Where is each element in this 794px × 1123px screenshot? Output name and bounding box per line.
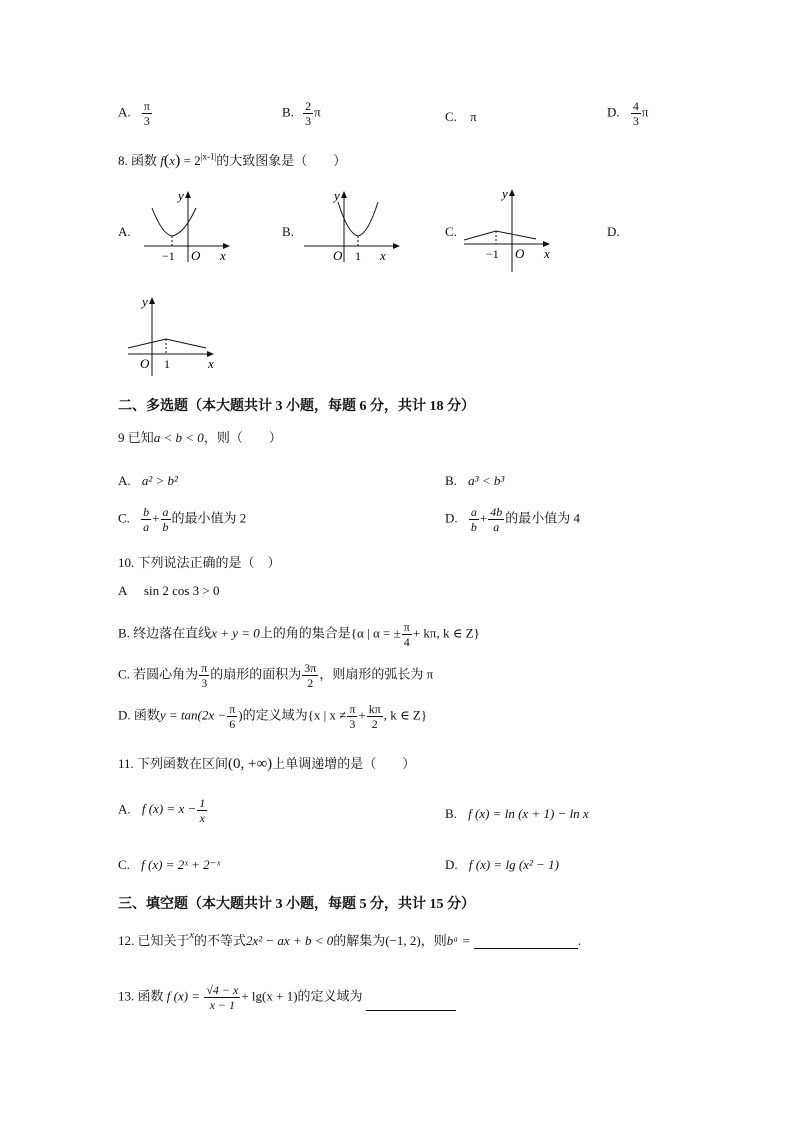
q8-label-d: D. [607,224,620,239]
q8-label-a: A. [118,224,131,239]
q8-graph-d [124,292,224,378]
q8-graph-c [460,184,560,274]
q9-option-d: D. $\frac{a}{b}$ + $\frac{4b}{a}$ 的最小值为 4 [445,505,580,534]
origin-label: O [140,356,150,371]
q11-option-b: B. f (x) = ln (x + 1) − ln x [445,806,589,821]
q10-option-b: B. 终边落在直线x + y = 0上的角的集合是{α | α = ± $\frac{\pi}{4}$ + kπ, k ∈ Z} [118,620,480,649]
q8-graph-b [300,186,410,266]
q9-option-c: C. $\frac{b}{a}$ + $\frac{a}{b}$ 的最小值为 2 [118,505,247,534]
q7-option-a: A. $\frac{\pi}{3}$ [118,99,150,128]
q8-label-b: B. [282,224,294,239]
origin-label: O [191,248,201,263]
q10-option-c: C. 若圆心角为 $\frac{\pi}{3}$ 的扇形的面积为 $\frac{3\pi}{2}$ ，则扇形的弧长为 π [118,661,434,690]
q12-stem: 12. 已知关于$^x$的不等式2x² − ax + b < 0的解集为(−1, 2)，则bᵃ = . [118,930,581,948]
q8-graph-a [140,186,240,266]
q11-option-a: A. f (x) = x − $\frac{1}{x}$ [118,796,206,825]
q9-stem: 9 已知a < b < 0，则（ ） [118,430,282,445]
tick-label: 1 [355,249,361,263]
q11-stem: 11. 下列函数在区间(0, +∞)上单调递增的是（ ） [118,756,416,772]
q10-stem: 10. 下列说法正确的是（ ） [118,555,281,570]
axis-y-label: y [142,294,148,309]
q8-stem: 8. 函数 $f(x) = 2^{|x-1|}$的大致图象是（ ） [118,151,347,169]
q13-stem: 13. 函数 f (x) = $\frac{√4 - x}{x - 1}$ + lg(x + 1)的定义域为 [118,984,456,1011]
tick-label: −1 [486,247,499,261]
q9-option-a: A. a² > b² [118,473,178,488]
q11-option-c: C. f (x) = 2ˣ + 2⁻ˣ [118,857,221,872]
q10-option-a: A sin 2 cos 3 > 0 [118,583,220,598]
q7-option-c: C. π [445,109,477,124]
q7-option-b: B. $\frac{2}{3}$ π [282,99,321,128]
section-2-title: 二、多选题（本大题共计 3 小题，每题 6 分，共计 18 分） [118,399,475,414]
tick-label: 1 [164,357,170,371]
axis-x-label: x [208,356,214,371]
axis-x-label: x [380,248,386,263]
axis-y-label: y [502,186,508,201]
origin-label: O [333,248,343,263]
section-3-title: 三、填空题（本大题共计 3 小题，每题 5 分，共计 15 分） [118,897,475,912]
origin-label: O [515,246,525,261]
axis-y-label: y [334,188,340,203]
q7-option-d: D. $\frac{4}{3}$ π [607,99,649,128]
axis-x-label: x [220,248,226,263]
q10-option-d: D. 函数y = tan(2x − $\frac{\pi}{6}$ )的定义域为{x | x ≠ $\frac{\pi}{3}$ + $\frac{k\pi}{2}$ , k ∈ Z} [118,702,428,731]
answer-blank[interactable] [474,934,578,949]
q9-option-b: B. a³ < b³ [445,473,505,488]
answer-blank[interactable] [366,996,456,1011]
q11-option-d: D. f (x) = lg (x² − 1) [445,857,559,872]
axis-x-label: x [544,246,550,261]
tick-label: −1 [162,249,175,263]
axis-y-label: y [178,188,184,203]
q8-label-c: C. [445,224,457,239]
